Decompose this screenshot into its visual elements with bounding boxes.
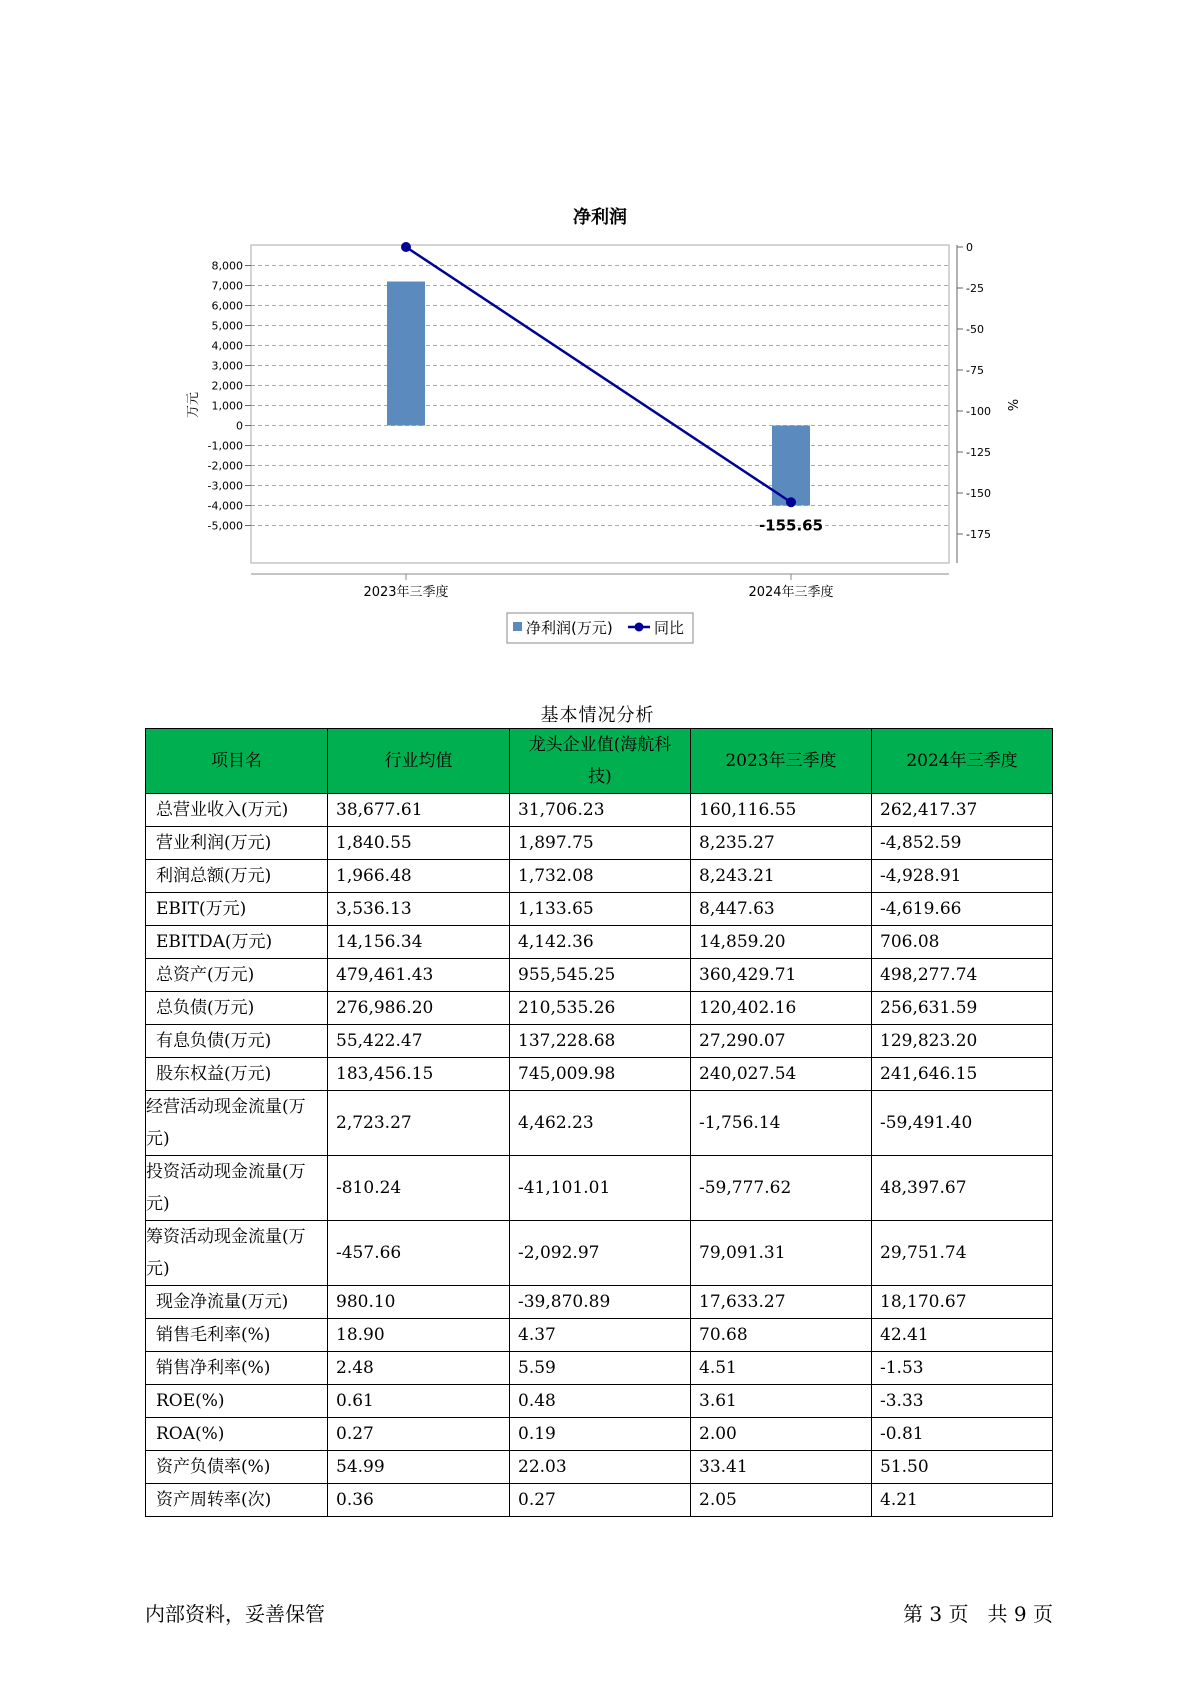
table-cell: 33.41 — [691, 1451, 872, 1484]
row-label: ROE(%) — [146, 1385, 328, 1418]
table-cell: 360,429.71 — [691, 959, 872, 992]
legend-bar-label: 净利润(万元) — [526, 619, 613, 637]
table-body — [146, 794, 1053, 1517]
table-cell: 4.37 — [510, 1319, 691, 1352]
table-row — [146, 1319, 1053, 1352]
table-cell: -41,101.01 — [510, 1156, 691, 1221]
table-cell: -1.53 — [872, 1352, 1053, 1385]
y-right-tick-label: -150 — [966, 487, 991, 500]
table-cell: 0.27 — [328, 1418, 510, 1451]
table-cell: 0.19 — [510, 1418, 691, 1451]
y-tick-label: 6,000 — [211, 299, 243, 313]
table-row — [146, 1484, 1053, 1517]
table-cell: 2.48 — [328, 1352, 510, 1385]
table-cell: 2.00 — [691, 1418, 872, 1451]
y-tick-label: 4,000 — [211, 339, 243, 353]
table-cell: 0.36 — [328, 1484, 510, 1517]
y-right-tick-label: 0 — [966, 241, 973, 254]
table-cell: 42.41 — [872, 1319, 1053, 1352]
table-cell: -2,092.97 — [510, 1221, 691, 1286]
y-tick-label: 0 — [236, 419, 243, 433]
table-cell: 4,462.23 — [510, 1091, 691, 1156]
table-cell: 262,417.37 — [872, 794, 1053, 827]
table-cell: 55,422.47 — [328, 1025, 510, 1058]
table-cell: 79,091.31 — [691, 1221, 872, 1286]
y-axis-left — [208, 260, 251, 533]
table-cell: 137,228.68 — [510, 1025, 691, 1058]
bar — [387, 282, 425, 426]
legend-line-label: 同比 — [654, 619, 685, 637]
col-header: 龙头企业值(海航科技) — [510, 729, 691, 794]
table-row — [146, 992, 1053, 1025]
row-label: 筹资活动现金流量(万元) — [146, 1221, 328, 1286]
col-header: 项目名 — [146, 729, 328, 794]
table-cell: 745,009.98 — [510, 1058, 691, 1091]
table-cell: -4,619.66 — [872, 893, 1053, 926]
y-axis-right — [957, 241, 991, 563]
table-cell: 4.51 — [691, 1352, 872, 1385]
row-label: 有息负债(万元) — [146, 1025, 328, 1058]
y-tick-label: 8,000 — [211, 259, 243, 273]
basic-analysis-table — [145, 728, 1053, 1517]
table-cell: 0.27 — [510, 1484, 691, 1517]
table-cell: 0.61 — [328, 1385, 510, 1418]
table-row — [146, 827, 1053, 860]
y-tick-label: 7,000 — [211, 279, 243, 293]
line-point — [401, 242, 411, 252]
y-tick-label: -2,000 — [207, 459, 243, 473]
table-cell: -457.66 — [328, 1221, 510, 1286]
col-header: 行业均值 — [328, 729, 510, 794]
table-cell: 3.61 — [691, 1385, 872, 1418]
table-cell: 22.03 — [510, 1451, 691, 1484]
table-cell: 256,631.59 — [872, 992, 1053, 1025]
legend — [507, 613, 693, 643]
table-cell: 2.05 — [691, 1484, 872, 1517]
table-cell: 2,723.27 — [328, 1091, 510, 1156]
y-right-tick-label: -125 — [966, 446, 991, 459]
table-row — [146, 1156, 1053, 1221]
table-cell: -0.81 — [872, 1418, 1053, 1451]
x-axis — [251, 574, 949, 600]
table-header-row — [146, 729, 1053, 794]
row-label: 总资产(万元) — [146, 959, 328, 992]
table-cell: 18,170.67 — [872, 1286, 1053, 1319]
table-cell: 31,706.23 — [510, 794, 691, 827]
row-label: 利润总额(万元) — [146, 860, 328, 893]
y-right-tick-label: -75 — [966, 364, 984, 377]
table-cell: 980.10 — [328, 1286, 510, 1319]
y-axis-left-label: 万元 — [186, 391, 201, 419]
x-tick-label: 2023年三季度 — [363, 585, 449, 600]
point-value-label: -155.65 — [758, 516, 824, 535]
row-label: 经营活动现金流量(万元) — [146, 1091, 328, 1156]
row-label: 股东权益(万元) — [146, 1058, 328, 1091]
table-cell: -39,870.89 — [510, 1286, 691, 1319]
row-label: 资产负债率(%) — [146, 1451, 328, 1484]
table-cell: 955,545.25 — [510, 959, 691, 992]
table-cell: 210,535.26 — [510, 992, 691, 1025]
table-row — [146, 1451, 1053, 1484]
table-row — [146, 959, 1053, 992]
table-cell: 51.50 — [872, 1451, 1053, 1484]
y-right-tick-label: -175 — [966, 528, 991, 541]
row-label: EBITDA(万元) — [146, 926, 328, 959]
y-tick-label: 1,000 — [211, 399, 243, 413]
y-right-tick-label: -50 — [966, 323, 984, 336]
net-profit-chart — [0, 0, 1191, 660]
table-cell: -4,928.91 — [872, 860, 1053, 893]
line-point — [786, 497, 796, 507]
table-row — [146, 1418, 1053, 1451]
table-cell: -1,756.14 — [691, 1091, 872, 1156]
table-cell: 183,456.15 — [328, 1058, 510, 1091]
table-cell: 0.48 — [510, 1385, 691, 1418]
table-cell: 18.90 — [328, 1319, 510, 1352]
table-cell: 1,133.65 — [510, 893, 691, 926]
table-cell: 1,966.48 — [328, 860, 510, 893]
y-tick-label: 2,000 — [211, 379, 243, 393]
row-label: ROA(%) — [146, 1418, 328, 1451]
table-cell: 48,397.67 — [872, 1156, 1053, 1221]
table-cell: 29,751.74 — [872, 1221, 1053, 1286]
table-cell: 1,897.75 — [510, 827, 691, 860]
table-row — [146, 1286, 1053, 1319]
table-cell: 3,536.13 — [328, 893, 510, 926]
legend-bar-swatch — [513, 622, 522, 631]
table-cell: 8,447.63 — [691, 893, 872, 926]
row-label: 销售净利率(%) — [146, 1352, 328, 1385]
col-header: 2023年三季度 — [691, 729, 872, 794]
table-cell: 17,633.27 — [691, 1286, 872, 1319]
table-cell: 479,461.43 — [328, 959, 510, 992]
row-label: 营业利润(万元) — [146, 827, 328, 860]
col-header: 2024年三季度 — [872, 729, 1053, 794]
table-cell: -810.24 — [328, 1156, 510, 1221]
table-cell: 120,402.16 — [691, 992, 872, 1025]
legend-line-marker — [635, 623, 644, 632]
table-row — [146, 1221, 1053, 1286]
table-title: 基本情况分析 — [540, 705, 655, 726]
y-tick-label: 5,000 — [211, 319, 243, 333]
row-label: 总营业收入(万元) — [146, 794, 328, 827]
row-label: 总负债(万元) — [146, 992, 328, 1025]
y-tick-label: -3,000 — [207, 479, 243, 493]
row-label: 资产周转率(次) — [146, 1484, 328, 1517]
row-label: 销售毛利率(%) — [146, 1319, 328, 1352]
y-tick-label: -5,000 — [207, 519, 243, 533]
table-row — [146, 1058, 1053, 1091]
table-cell: 1,840.55 — [328, 827, 510, 860]
row-label: EBIT(万元) — [146, 893, 328, 926]
table-cell: 38,677.61 — [328, 794, 510, 827]
table-cell: 276,986.20 — [328, 992, 510, 1025]
row-label: 投资活动现金流量(万元) — [146, 1156, 328, 1221]
table-cell: 8,235.27 — [691, 827, 872, 860]
plot-area — [251, 245, 949, 563]
y-tick-label: -1,000 — [207, 439, 243, 453]
table-row — [146, 1025, 1053, 1058]
y-tick-label: -4,000 — [207, 499, 243, 513]
table-cell: 27,290.07 — [691, 1025, 872, 1058]
footer-page-number: 第 3 页 共 9 页 — [903, 1602, 1053, 1626]
table-cell: 14,859.20 — [691, 926, 872, 959]
table-cell: -59,777.62 — [691, 1156, 872, 1221]
table-cell: 129,823.20 — [872, 1025, 1053, 1058]
y-axis-right-label: % — [1004, 398, 1019, 412]
table-row — [146, 926, 1053, 959]
table-cell: 1,732.08 — [510, 860, 691, 893]
table-row — [146, 794, 1053, 827]
table-cell: 706.08 — [872, 926, 1053, 959]
y-tick-label: 3,000 — [211, 359, 243, 373]
table-cell: 8,243.21 — [691, 860, 872, 893]
y-right-tick-label: -25 — [966, 282, 984, 295]
table-row — [146, 893, 1053, 926]
table-cell: 241,646.15 — [872, 1058, 1053, 1091]
table-cell: -59,491.40 — [872, 1091, 1053, 1156]
table-cell: 240,027.54 — [691, 1058, 872, 1091]
table-cell: 4,142.36 — [510, 926, 691, 959]
table-cell: -3.33 — [872, 1385, 1053, 1418]
table-cell: -4,852.59 — [872, 827, 1053, 860]
table-cell: 160,116.55 — [691, 794, 872, 827]
table-cell: 14,156.34 — [328, 926, 510, 959]
table-row — [146, 1385, 1053, 1418]
y-right-tick-label: -100 — [966, 405, 991, 418]
table-cell: 498,277.74 — [872, 959, 1053, 992]
table-row — [146, 860, 1053, 893]
footer-confidential: 内部资料，妥善保管 — [145, 1602, 325, 1626]
table-cell: 4.21 — [872, 1484, 1053, 1517]
table-cell: 70.68 — [691, 1319, 872, 1352]
table-row — [146, 1091, 1053, 1156]
chart-title: 净利润 — [573, 207, 627, 228]
table-cell: 5.59 — [510, 1352, 691, 1385]
x-tick-label: 2024年三季度 — [748, 585, 834, 600]
table-row — [146, 1352, 1053, 1385]
table-cell: 54.99 — [328, 1451, 510, 1484]
row-label: 现金净流量(万元) — [146, 1286, 328, 1319]
